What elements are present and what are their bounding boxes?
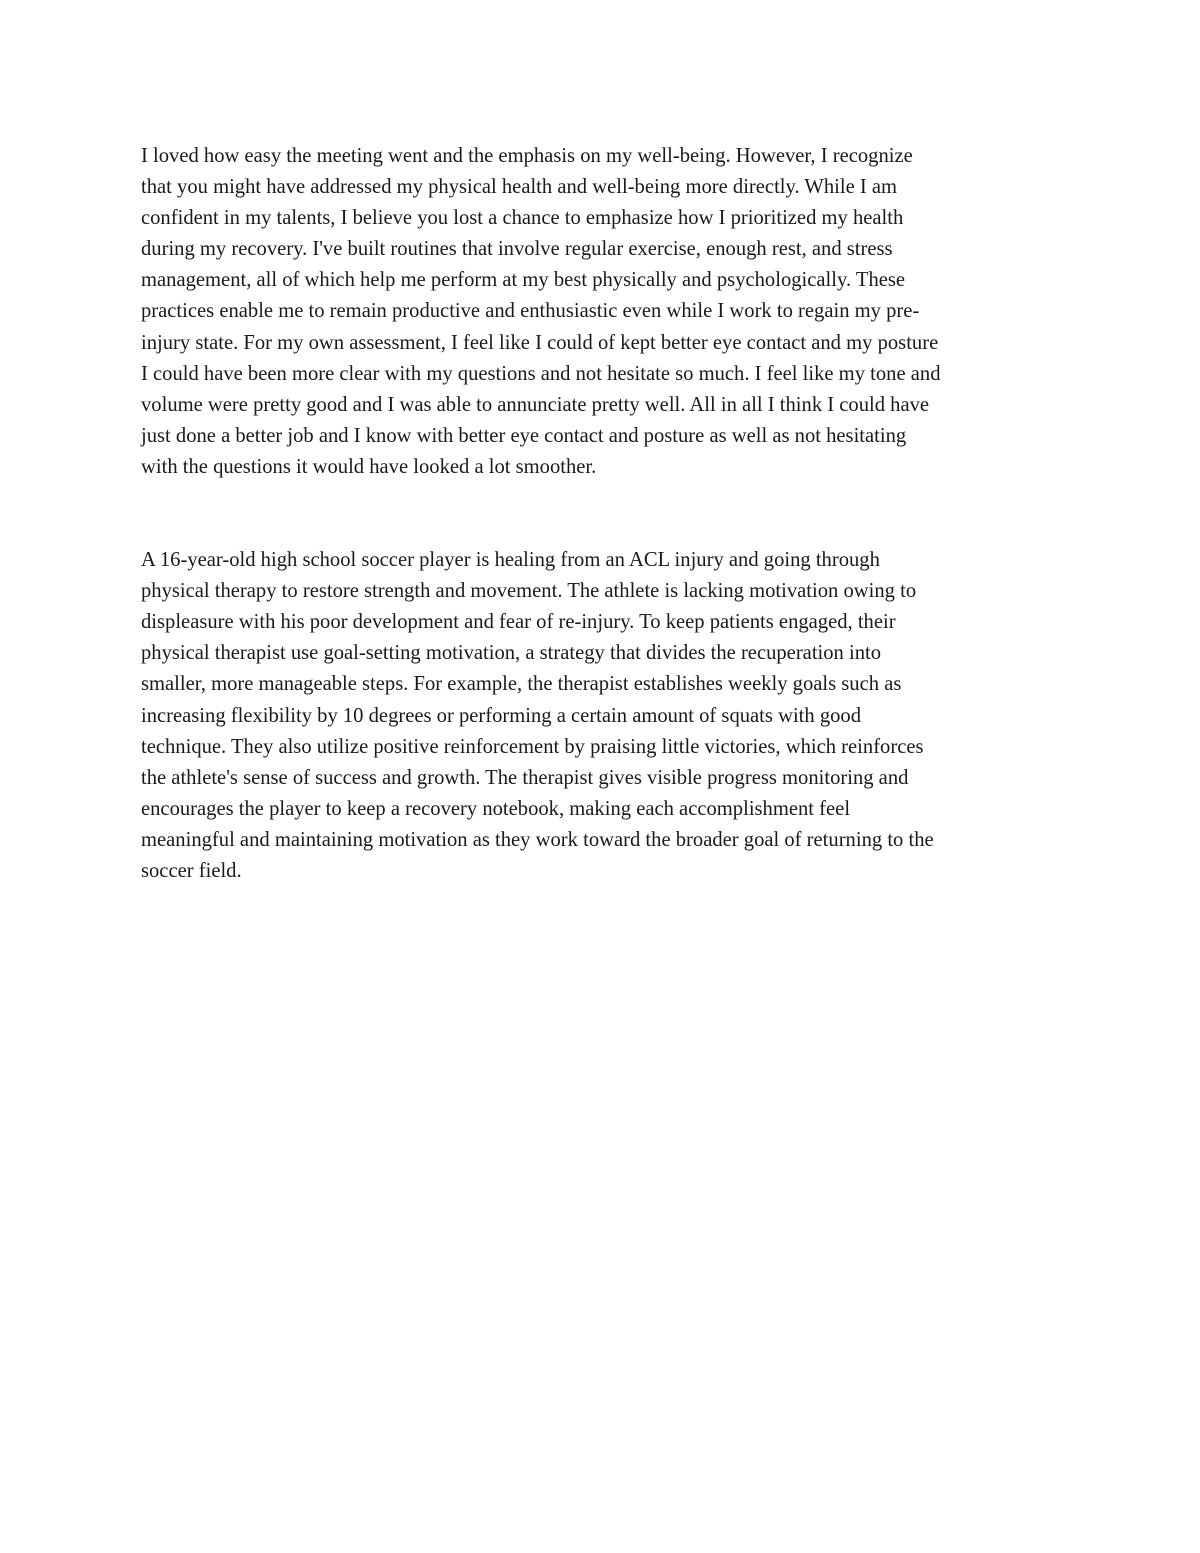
text-line: soccer field. xyxy=(141,859,242,882)
text-line: just done a better job and I know with better eye contact and posture as well as not hesitating xyxy=(141,424,907,447)
document-body xyxy=(141,141,1066,887)
text-line: I could have been more clear with my questions and not hesitate so much. I feel like my tone and xyxy=(141,362,941,385)
paragraph-case-study xyxy=(141,545,1066,887)
text-line: technique. They also utilize positive reinforcement by praising little victories, which reinforces xyxy=(141,735,924,758)
text-line: meaningful and maintaining motivation as they work toward the broader goal of returning to the xyxy=(141,828,934,851)
text-line: A 16-year-old high school soccer player is healing from an ACL injury and going through xyxy=(141,549,880,572)
text-line: smaller, more manageable steps. For example, the therapist establishes weekly goals such as xyxy=(141,673,902,696)
text-line: physical therapist use goal-setting motivation, a strategy that divides the recuperation into xyxy=(141,642,882,665)
text-line: displeasure with his poor development and fear of re-injury. To keep patients engaged, their xyxy=(141,611,896,634)
text-line: that you might have addressed my physical health and well-being more directly. While I am xyxy=(141,176,898,199)
paragraph-self-assessment xyxy=(141,141,1066,483)
text-line: during my recovery. I've built routines that involve regular exercise, enough rest, and stress xyxy=(141,238,893,261)
text-line: increasing flexibility by 10 degrees or performing a certain amount of squats with good xyxy=(141,704,862,727)
text-line: I loved how easy the meeting went and the emphasis on my well-being. However, I recognize xyxy=(141,145,913,167)
text-line: physical therapy to restore strength and movement. The athlete is lacking motivation owing to xyxy=(141,580,917,603)
text-line: confident in my talents, I believe you lost a chance to emphasize how I prioritized my health xyxy=(141,207,904,230)
text-line: practices enable me to remain productive and enthusiastic even while I work to regain my pre- xyxy=(141,300,920,323)
text-line: with the questions it would have looked a lot smoother. xyxy=(141,455,597,478)
text-line: volume were pretty good and I was able to annunciate pretty well. All in all I think I could have xyxy=(141,393,930,416)
text-line: the athlete's sense of success and growth. The therapist gives visible progress monitoring and xyxy=(141,766,909,789)
text-line: injury state. For my own assessment, I feel like I could of kept better eye contact and my posture xyxy=(141,331,939,354)
text-line: encourages the player to keep a recovery notebook, making each accomplishment feel xyxy=(141,797,851,820)
text-line: management, all of which help me perform at my best physically and psychologically. These xyxy=(141,269,906,292)
